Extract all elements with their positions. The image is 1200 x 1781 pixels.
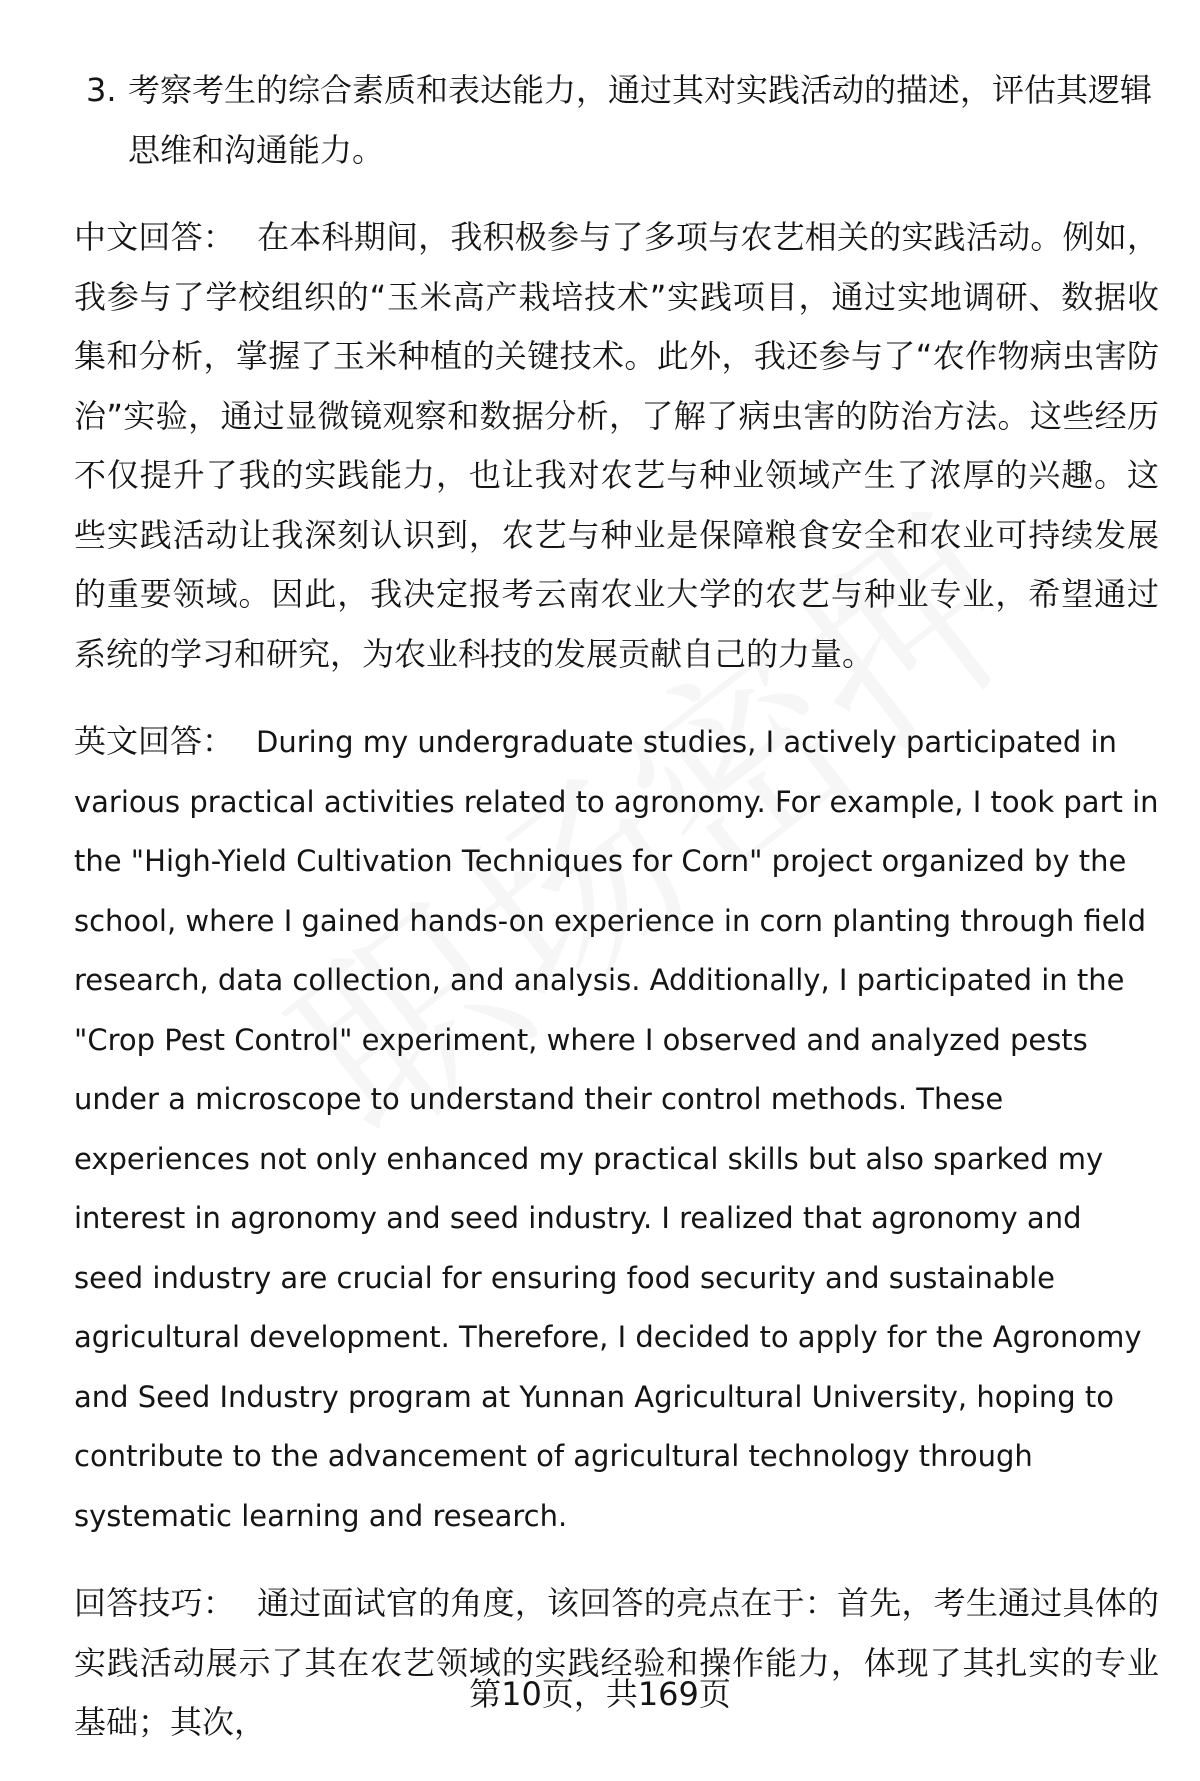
chinese-answer-label: 中文回答： bbox=[74, 218, 236, 256]
english-answer-label: 英文回答： bbox=[74, 722, 235, 760]
tips-text: 通过面试官的角度，该回答的亮点在于：首先，考生通过具体的实践活动展示了其在农艺领域的实践经验和操作能力，体现了其扎实的专业基础；其次， bbox=[74, 1584, 1159, 1741]
tips-label: 回答技巧： bbox=[74, 1584, 236, 1622]
page-footer: 第10页，共169页 bbox=[469, 1675, 731, 1713]
page-content bbox=[74, 60, 1159, 1781]
chinese-answer-text: 在本科期间，我积极参与了多项与农艺相关的实践活动。例如，我参与了学校组织的“玉米高产栽培技术”实践项目，通过实地调研、数据收集和分析，掌握了玉米种植的关键技术。此外，我还参与了“农作物病虫害防治”实验，通过显微镜观察和数据分析，了解了病虫害的防治方法。这些经历不仅提升了我的实践能力，也让我对农艺与种业领域产生了浓厚的兴趣。这些实践活动让我深刻认识到，农艺与种业是保障粮食安全和农业可持续发展的重要领域。因此，我决定报考云南农业大学的农艺与种业专业，希望通过系统的学习和研究，为农业科技的发展贡献自己的力量。 bbox=[74, 218, 1159, 673]
chinese-answer-paragraph bbox=[74, 208, 1159, 684]
list-item-text: 考察考生的综合素质和表达能力，通过其对实践活动的描述，评估其逻辑思维和沟通能力。 bbox=[128, 71, 1153, 169]
list-item-number: 3. bbox=[86, 71, 117, 109]
list-item-3 bbox=[74, 60, 1159, 180]
tips-paragraph bbox=[74, 1574, 1159, 1753]
english-answer-text: During my undergraduate studies, I actively participated in various practical activities related to agronomy. For example, I took part in the "High-Yield Cultivation Techniques for Corn" project organized by the school, where I gained hands-on experience in corn planting through field research, data collection, and analysis. Additionally, I participated in the "Crop Pest Control" experiment, where I observed and analyzed pests under a microscope to understand their control methods. These experiences not only enhanced my practical skills but also sparked my interest in agronomy and seed industry. I realized that agronomy and seed industry are crucial for ensuring food security and sustainable agricultural development. Therefore, I decided to apply for the Agronomy and Seed Industry program at Yunnan Agricultural University, hoping to contribute to the advancement of agricultural technology through systematic learning and research. bbox=[74, 725, 1159, 1533]
english-answer-paragraph bbox=[74, 712, 1159, 1546]
